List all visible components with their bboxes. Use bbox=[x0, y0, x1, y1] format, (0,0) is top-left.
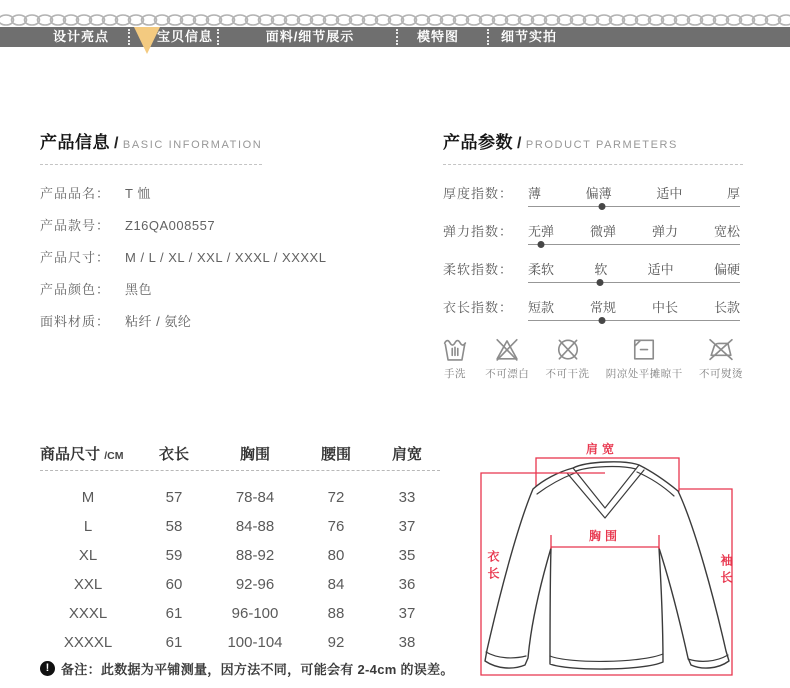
heading-slash: / bbox=[517, 135, 522, 152]
heading-divider bbox=[443, 164, 743, 165]
parameters-heading bbox=[443, 128, 750, 153]
nav-separator bbox=[128, 29, 130, 45]
basic-info-rows bbox=[40, 178, 435, 338]
care-no-iron: 不可熨烫 bbox=[699, 334, 743, 381]
care-no-bleach: 不可漂白 bbox=[485, 334, 529, 381]
info-row-color: 产品颜色： 黑色 bbox=[40, 282, 153, 297]
shoulder-width-label: 肩宽 bbox=[586, 442, 619, 456]
table-row: XXXXL 61 100-104 92 38 bbox=[63, 634, 416, 651]
basic-info-title: 产品信息 bbox=[40, 133, 110, 152]
table-row: L 58 84-88 76 37 bbox=[83, 518, 416, 535]
basic-info-title-en: BASIC INFORMATION bbox=[122, 139, 263, 151]
navbar bbox=[0, 27, 790, 47]
no-dry-clean-icon bbox=[554, 334, 582, 364]
no-bleach-icon bbox=[493, 334, 521, 364]
info-row-material: 面料材质： 粘纤 / 氨纶 bbox=[40, 314, 192, 329]
garment-measure-diagram bbox=[455, 432, 790, 688]
scale-softness: 柔软指数： 柔软 软 适中 偏硬 bbox=[443, 259, 740, 297]
garment-length-label: 衣长 bbox=[486, 550, 500, 584]
col-header-shoulder: 肩宽 bbox=[391, 446, 422, 463]
col-header-waist: 腰围 bbox=[320, 446, 351, 463]
scale-length: 衣长指数： 短款 常规 中长 长款 bbox=[443, 297, 740, 335]
basic-info-heading bbox=[40, 128, 435, 153]
exclamation-icon: ! bbox=[40, 661, 55, 676]
dry-flat-in-shade-icon bbox=[630, 334, 658, 364]
col-header-chest: 胸围 bbox=[239, 446, 270, 463]
tab-model-photos[interactable]: 模特图 bbox=[416, 29, 460, 44]
parameters-section bbox=[443, 128, 750, 165]
table-row: M 57 78-84 72 33 bbox=[81, 489, 416, 506]
care-instructions bbox=[441, 334, 743, 381]
shirt-outline bbox=[485, 462, 729, 669]
sleeve-length-label: 袖长 bbox=[719, 554, 733, 588]
chest-label: 胸围 bbox=[589, 529, 622, 543]
scale-thickness: 厚度指数： 薄 偏薄 适中 厚 bbox=[443, 183, 740, 221]
chain-border bbox=[0, 13, 790, 27]
heading-slash: / bbox=[114, 135, 119, 152]
info-row-product-name: 产品品名： T 恤 bbox=[40, 186, 151, 201]
table-row: XXL 60 92-96 84 36 bbox=[73, 576, 416, 593]
tab-item-info[interactable]: 宝贝信息 bbox=[156, 29, 214, 44]
table-row: XXXL 61 96-100 88 37 bbox=[68, 605, 416, 622]
size-chart bbox=[40, 444, 440, 657]
size-chart-header bbox=[40, 444, 440, 466]
nav-separator bbox=[487, 29, 489, 45]
tab-design-highlights[interactable]: 设计亮点 bbox=[52, 29, 110, 44]
nav-separator bbox=[217, 29, 219, 45]
nav-separator bbox=[396, 29, 398, 45]
care-hand-wash: 手洗 bbox=[441, 334, 469, 381]
scale-dot bbox=[599, 203, 606, 210]
scale-dot bbox=[597, 279, 604, 286]
table-row: XL 59 88-92 80 35 bbox=[78, 547, 416, 564]
parameter-scales bbox=[443, 183, 740, 335]
heading-divider bbox=[40, 164, 262, 165]
care-dry-flat-in-shade: 阴凉处平摊晾干 bbox=[606, 334, 683, 381]
scale-dot bbox=[537, 241, 544, 248]
note-text: 备注：此数据为平铺测量，因方法不同，可能会有 2-4cm 的误差。 bbox=[61, 662, 454, 677]
scale-dot bbox=[599, 317, 606, 324]
info-row-sizes: 产品尺寸： M / L / XL / XXL / XXXL / XXXXL bbox=[40, 250, 327, 265]
parameters-title-en: PRODUCT PARMETERS bbox=[525, 139, 678, 151]
tab-fabric-details[interactable]: 面料/细节展示 bbox=[265, 29, 355, 44]
size-header-label: 商品尺寸 bbox=[40, 446, 101, 463]
table-divider bbox=[40, 470, 440, 471]
info-row-style-number: 产品款号： Z16QA008557 bbox=[40, 218, 216, 233]
size-header-unit: /CM bbox=[104, 450, 124, 462]
tab-detail-shots[interactable]: 细节实拍 bbox=[500, 29, 558, 44]
hand-wash-icon bbox=[441, 334, 469, 364]
basic-info-section bbox=[40, 128, 435, 338]
chain-pattern-icon bbox=[0, 13, 790, 27]
col-header-length: 衣长 bbox=[158, 446, 189, 463]
parameters-title: 产品参数 bbox=[443, 133, 513, 152]
scale-elasticity: 弹力指数： 无弹 微弹 弹力 宽松 bbox=[443, 221, 740, 259]
no-iron-icon bbox=[707, 334, 735, 364]
care-no-dry-clean: 不可干洗 bbox=[546, 334, 590, 381]
measurement-note bbox=[40, 659, 454, 678]
